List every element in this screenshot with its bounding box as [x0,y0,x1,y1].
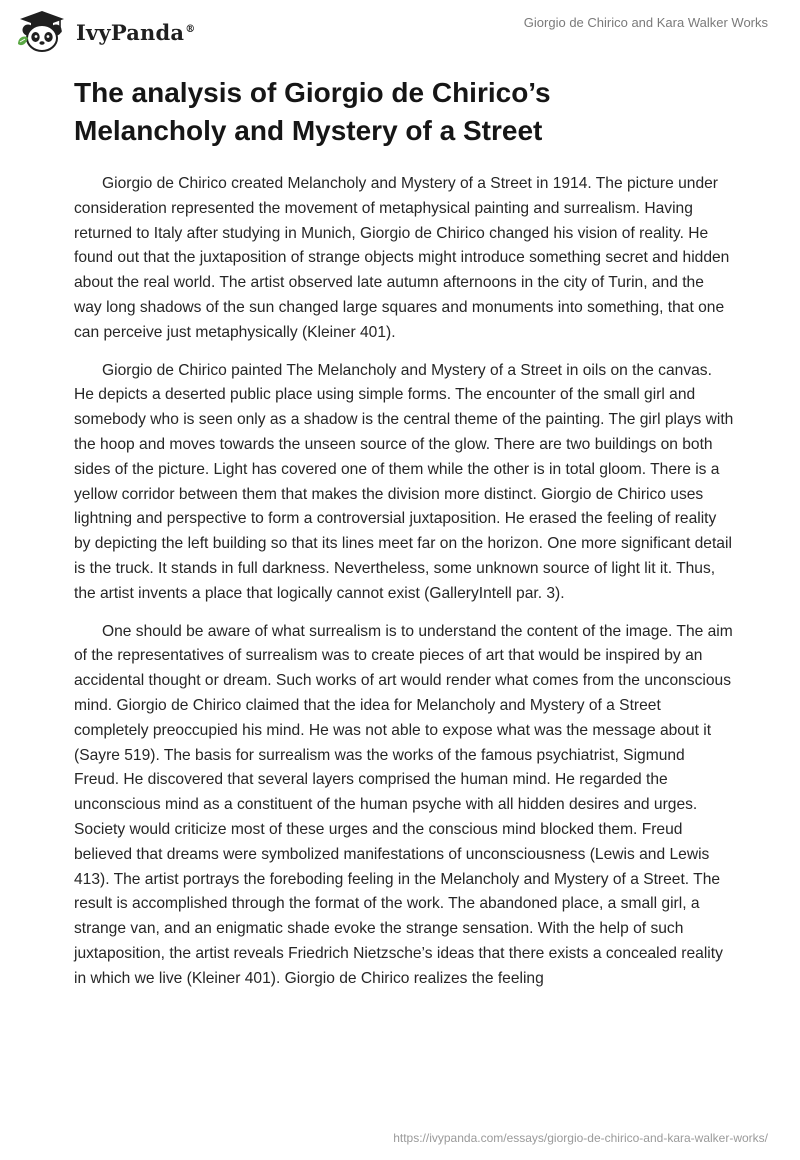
paragraph: Giorgio de Chirico painted The Melancholy and Mystery of a Street in oils on the canvas. He depicts a deserted public place using simple forms. The encounter of the small girl and somebody who is seen only as a shadow is the central theme of the painting. The girl plays with the hoop and moves towards the unseen source of the glow. There are two buildings on both sides of the picture. Light has covered one of them while the other is in total gloom. There is a yellow corridor between them that makes the division more distinct. Giorgio de Chirico uses lightning and perspective to form a controversial juxtaposition. He erased the feeling of reality by depicting the left building so that its lines meet far on the horizon. One more significant detail is the truck. It stands in full darkness. Nevertheless, some unknown source of light lit it. Thus, the artist invents a place that logically cannot exist (GalleryIntell par. 3). [74,361,734,602]
paragraph: One should be aware of what surrealism is to understand the content of the image. The aim of the representatives of surrealism was to create pieces of art that would be inspired by an accidental thought or dream. Such works of art would render what comes from the unconscious mind. Giorgio de Chirico claimed that the idea for Melancholy and Mystery of a Street completely preoccupied his mind. He was not able to expose what was the message about it (Sayre 519). The basis for surrealism was the works of the famous psychiatrist, Sigmund Freud. He discovered that several layers comprised the human mind. He regarded the unconscious mind as a constituent of the human psyche with all hidden desires and urges. Society would criticize most of these urges and the conscious mind blocked them. Freud believed that dreams were symbolized manifestations of unconsciousness (Lewis and Lewis 413). The artist portrays the foreboding feeling in the Melancholy and Mystery of a Street. The result is accomplished through the format of the work. The abandoned place, a small girl, a strange van, and an enigmatic shade evoke the strange sensation. With the help of such juxtaposition, the artist reveals Friedrich Nietzsche’s ideas that there exists a concealed reality in which we live (Kleiner 401). Giorgio de Chirico realizes the feeling [74,622,733,987]
brand-logo[interactable] [14,8,195,54]
panda-logo-icon [14,8,70,54]
source-url[interactable]: https://ivypanda.com/essays/giorgio-de-chirico-and-kara-walker-works/ [393,1131,768,1145]
paragraph: Giorgio de Chirico created Melancholy and Mystery of a Street in 1914. The picture under consideration represented the movement of metaphysical painting and surrealism. Having returned to Italy after studying in Munich, Giorgio de Chirico changed his vision of reality. He found out that the juxtaposition of strange objects might introduce something secret and hidden about the real world. The artist observed late autumn afternoons in the city of Turin, and the way long shadows of the sun changed large squares and monuments into something, that one can perceive just metaphysically (Kleiner 401). [74,175,730,341]
article-title [74,74,734,150]
article-title-line-2: Melancholy and Mystery of a Street [74,115,543,146]
document-header-title: Giorgio de Chirico and Kara Walker Works [523,15,768,30]
article-body [74,172,734,1005]
article-title-line-1: The analysis of Giorgio de Chirico’s [74,77,551,108]
page-header [0,0,800,56]
brand-name: IvyPanda® [76,19,196,45]
